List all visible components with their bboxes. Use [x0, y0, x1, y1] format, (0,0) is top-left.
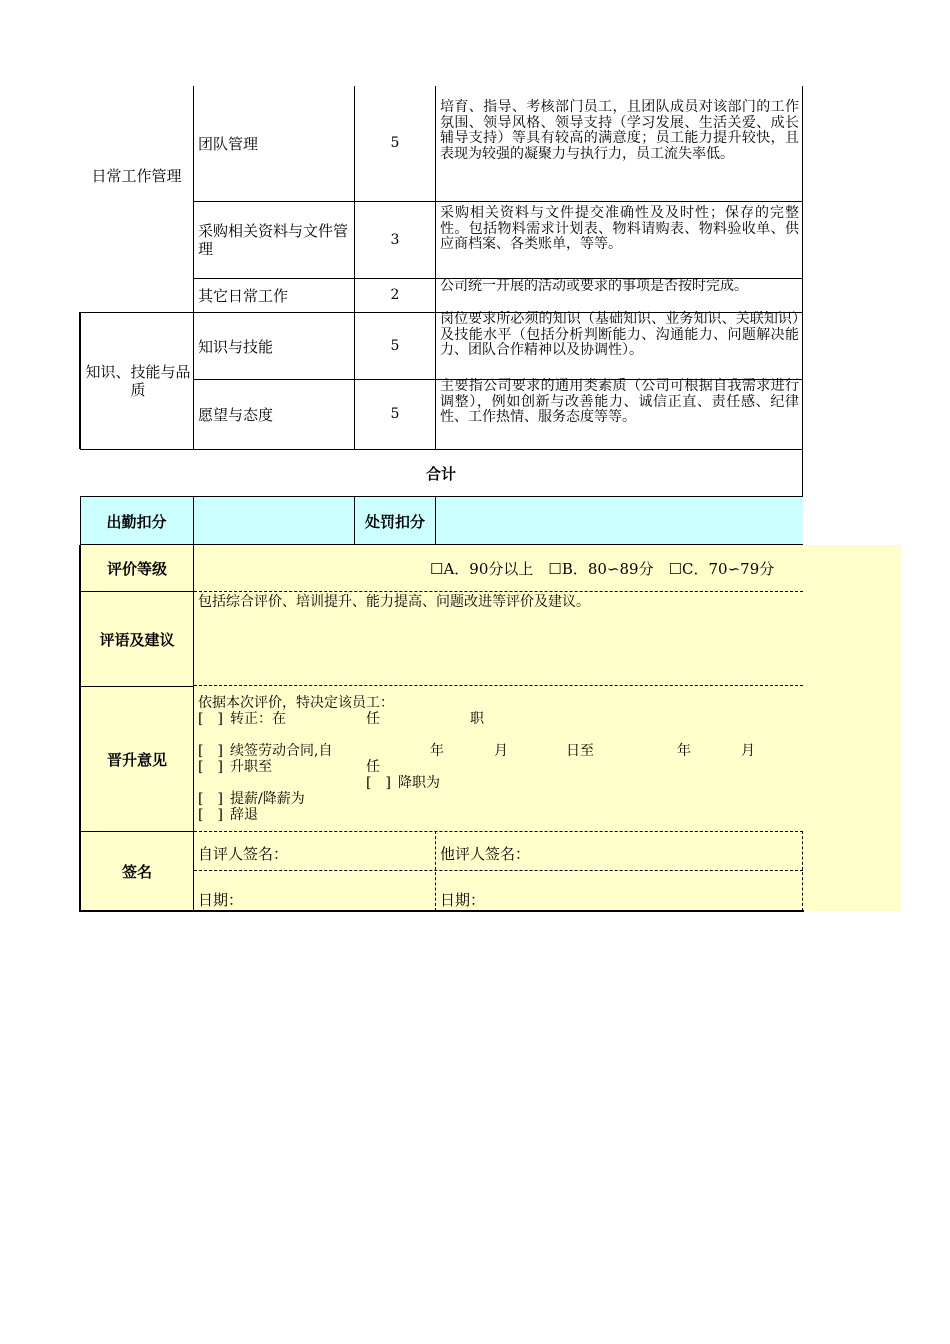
score-knowledge-skills: 5 [390, 337, 400, 354]
regular-zhi: 职 [470, 711, 484, 727]
promotion-label: 晋升意见 [106, 750, 167, 769]
promote-ren: 任 [366, 759, 380, 775]
category-knowledge-skills: 知识、技能与品质 [85, 363, 191, 399]
score-other-daily-work: 2 [390, 287, 400, 303]
option-demote: 降职为 [398, 775, 440, 791]
renew-end-year: 年 [677, 743, 691, 759]
attendance-deduction-input[interactable] [194, 498, 354, 544]
comments-hint[interactable]: 包括综合评价、培训提升、能力提高、问题改进等评价及建议。 [198, 594, 590, 610]
option-promote: 升职至 [230, 759, 272, 775]
comments-label: 评语及建议 [99, 630, 175, 649]
renew-start-month: 月 [494, 743, 508, 759]
desc-attitude: 主要指公司要求的通用类素质（公司可根据自我需求进行调整），例如创新与改善能力、诚信正直、责任感、纪律性、工作热情、服务态度等等。 [440, 378, 799, 425]
penalty-deduction-label: 处罚扣分 [364, 512, 425, 531]
item-other-daily-work: 其它日常工作 [198, 287, 289, 305]
item-team-management: 团队管理 [198, 135, 259, 153]
item-attitude: 愿望与态度 [198, 406, 274, 424]
other-evaluator-signature[interactable]: 他评人签名： [440, 845, 531, 863]
score-team-management: 5 [390, 135, 400, 151]
self-evaluator-signature[interactable]: 自评人签名： [198, 845, 289, 863]
self-date[interactable]: 日期： [198, 891, 244, 909]
score-procurement-docs: 3 [390, 231, 400, 248]
other-date[interactable]: 日期： [440, 891, 486, 909]
checkbox-resign[interactable]: [ ] [198, 807, 223, 823]
renew-end-month: 月 [741, 743, 755, 759]
signature-label: 签名 [121, 862, 152, 881]
grade-label: 评价等级 [106, 559, 167, 578]
checkbox-demote[interactable]: [ ] [366, 775, 391, 791]
attendance-deduction-label: 出勤扣分 [106, 512, 167, 531]
option-resign: 辞退 [230, 807, 258, 823]
renew-start-year: 年 [430, 743, 444, 759]
promotion-intro: 依据本次评价，特决定该员工： [198, 695, 394, 711]
grade-options[interactable]: ☐A．90分以上 ☐B．80∽89分 ☐C．70∽79分 [430, 559, 775, 578]
penalty-deduction-input[interactable] [436, 498, 802, 544]
desc-team-management: 培育、指导、考核部门员工，且团队成员对该部门的工作氛围、领导风格、领导支持（学习发展、生活关爱、成长辅导支持）等具有较高的满意度；员工能力提升较快，且表现为较强的凝聚力与执行力，员工流失率低。 [440, 99, 799, 162]
score-attitude: 5 [390, 406, 400, 422]
item-knowledge-skills: 知识与技能 [198, 337, 274, 356]
desc-knowledge-skills: 岗位要求所必须的知识（基础知识、业务知识、关联知识）及技能水平（包括分析判断能力、沟通能力、问题解决能力、团队合作精神以及协调性）。 [440, 311, 799, 358]
checkbox-renew[interactable]: [ ] [198, 743, 223, 759]
regular-ren: 任 [366, 711, 380, 727]
total-label: 合计 [425, 464, 456, 483]
renew-start-day: 日至 [566, 743, 594, 759]
checkbox-promote[interactable]: [ ] [198, 759, 223, 775]
checkbox-salary[interactable]: [ ] [198, 791, 223, 807]
checkbox-regular[interactable]: [ ] [198, 711, 223, 727]
desc-other-daily-work: 公司统一开展的活动或要求的事项是否按时完成。 [440, 278, 748, 294]
desc-procurement-docs: 采购相关资料与文件提交准确性及及时性；保存的完整性。包括物料需求计划表、物料请购表、物料验收单、供应商档案、各类账单，等等。 [440, 205, 799, 252]
item-procurement-docs: 采购相关资料与文件管理 [198, 222, 349, 258]
option-regular: 转正：在 [230, 711, 286, 727]
option-salary: 提薪/降薪为 [230, 791, 305, 807]
category-daily-work: 日常工作管理 [91, 166, 182, 185]
option-renew: 续签劳动合同,自 [230, 743, 333, 759]
